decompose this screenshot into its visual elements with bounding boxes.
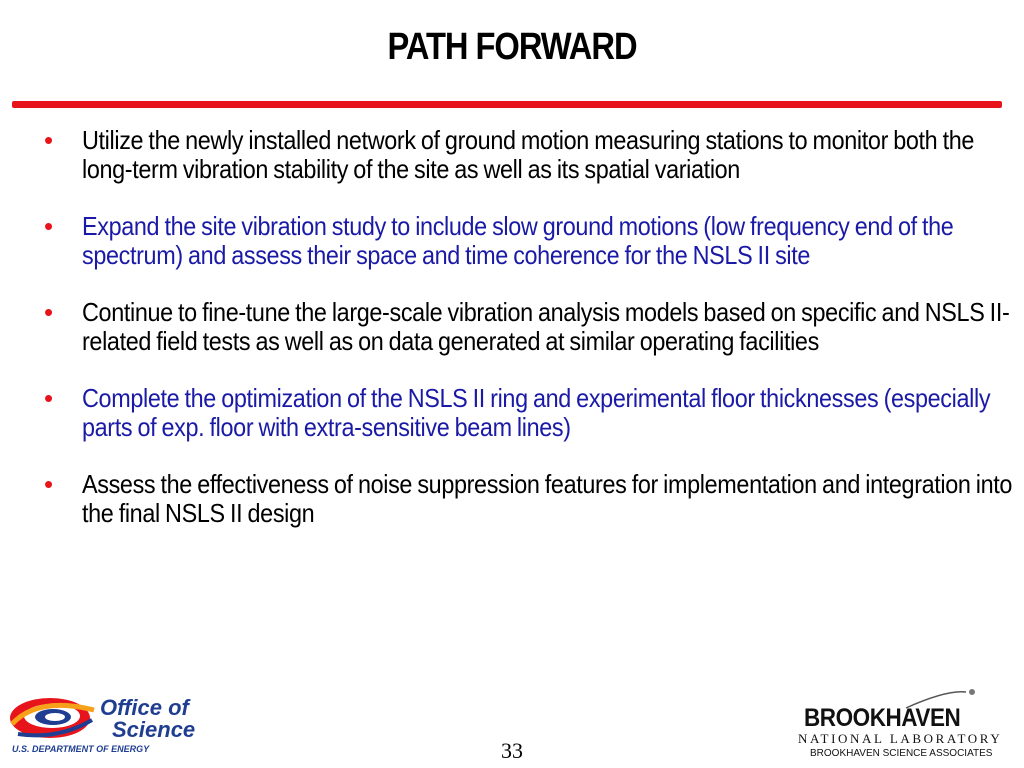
bullet-dot-icon: • xyxy=(44,125,53,155)
bullet-item xyxy=(44,212,994,270)
brookhaven-logo xyxy=(796,686,1010,764)
bullet-item xyxy=(44,384,994,442)
page-number: 33 xyxy=(501,738,523,763)
bullet-text: Continue to fine-tune the large-scale vibration analysis models based on specific and NSLS II-related field tests as well as on data generated at similar operating facilities xyxy=(82,297,1010,356)
bullet-text: Complete the optimization of the NSLS II ring and experimental floor thicknesses (especially parts of exp. floor with extra-sensitive beam lines) xyxy=(82,383,991,442)
bullet-text: Utilize the newly installed network of ground motion measuring stations to monitor both the long-term vibration stability of the site as well as its spatial variation xyxy=(82,125,975,184)
bullet-item xyxy=(44,297,1010,356)
bullet-list xyxy=(44,125,1013,556)
office-logo-line2: Science xyxy=(112,717,196,742)
bullet-text: Expand the site vibration study to include slow ground motions (low frequency end of the spectrum) and assess their space and time coherence for the NSLS II site xyxy=(82,211,954,270)
bullet-item xyxy=(44,126,994,184)
bullet-item xyxy=(44,469,1013,528)
slide-title: PATH FORWARD xyxy=(387,26,637,68)
office-of-science-logo xyxy=(8,690,218,760)
national-laboratory-label: NATIONAL LABORATORY xyxy=(798,731,1003,746)
office-logo-line1: Office of xyxy=(100,695,189,720)
bullet-dot-icon: • xyxy=(44,297,53,327)
office-logo-department: U.S. DEPARTMENT OF ENERGY xyxy=(12,744,150,754)
bullet-dot-icon: • xyxy=(44,383,53,413)
bullet-dot-icon: • xyxy=(44,211,53,241)
science-associates-label: BROOKHAVEN SCIENCE ASSOCIATES xyxy=(810,748,993,759)
title-divider xyxy=(12,101,1002,108)
brookhaven-name: BROOKHAVEN xyxy=(804,704,961,732)
bullet-text: Assess the effectiveness of noise suppression features for implementation and integration into the final NSLS II design xyxy=(82,469,1013,528)
doe-swirl-icon xyxy=(8,690,98,746)
bullet-dot-icon: • xyxy=(44,469,53,499)
